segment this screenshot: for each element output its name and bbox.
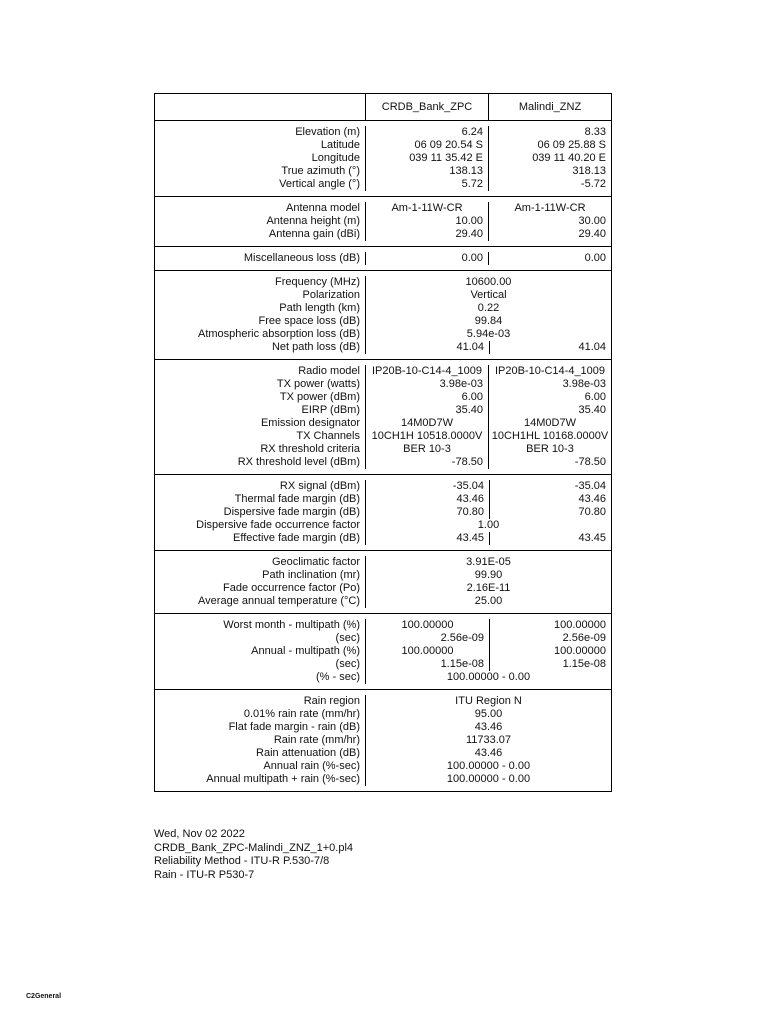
value-a: IP20B-10-C14-4_1009 <box>371 365 483 377</box>
section-radio <box>155 360 611 475</box>
rain-blank <box>489 695 611 786</box>
shared-value: 10600.00 <box>465 276 512 288</box>
climate-blank <box>489 556 611 608</box>
row-label: Geoclimatic factor <box>271 556 360 568</box>
header-blank <box>155 94 366 120</box>
value-a: 43.45 <box>456 532 484 544</box>
value-a: 138.13 <box>449 165 483 177</box>
row-label: Flat fade margin - rain (dB) <box>228 721 360 733</box>
value-b: 41.04 <box>578 341 606 353</box>
value-a: -78.50 <box>451 456 483 468</box>
shared-value: 95.00 <box>474 708 503 720</box>
value-a: BER 10-3 <box>403 443 451 455</box>
shared-value: ITU Region N <box>455 695 522 707</box>
fade-labels <box>155 480 366 545</box>
row-label: Free space loss (dB) <box>258 315 360 327</box>
antenna-labels <box>155 202 366 241</box>
value-b: 0.00 <box>584 252 606 264</box>
footer-reliability-method: Reliability Method - ITU-R P.530-7/8 <box>154 855 330 867</box>
value-b: -35.04 <box>574 480 606 492</box>
value-b: 14M0D7W <box>524 417 576 429</box>
row-label: Polarization <box>302 289 360 301</box>
shared-value: 100.00000 - 0.00 <box>446 671 531 683</box>
shared-value: 5.94e-03 <box>466 328 511 340</box>
radio-site-a <box>366 365 489 469</box>
section-path <box>155 271 611 360</box>
spacer <box>489 519 611 532</box>
value-a: 6.24 <box>461 126 483 138</box>
antenna-site-a <box>366 202 489 241</box>
path-labels <box>155 276 366 354</box>
value-a: 70.80 <box>456 506 484 518</box>
value-a: 06 09 20.54 S <box>414 139 483 151</box>
fade-site-a <box>366 480 500 545</box>
value-a: 43.46 <box>456 493 484 505</box>
shared-value: 11733.07 <box>465 734 512 746</box>
value-b: 039 11 40.20 E <box>532 152 606 164</box>
row-label: Annual rain (%-sec) <box>263 760 360 772</box>
value-a: 5.72 <box>461 178 483 190</box>
row-label: True azimuth (°) <box>281 165 360 177</box>
climate-values <box>366 556 511 608</box>
section-multipath <box>155 614 611 690</box>
row-label: Rain rate (mm/hr) <box>273 734 360 746</box>
value-b: 70.80 <box>578 506 606 518</box>
section-antenna <box>155 197 611 247</box>
value-a: 41.04 <box>456 341 484 353</box>
path-site-b <box>489 276 611 354</box>
row-label: (% - sec) <box>316 671 360 683</box>
value-a: 039 11 35.42 E <box>409 152 483 164</box>
value-b: 2.56e-09 <box>562 632 606 644</box>
shared-value: 100.00000 - 0.00 <box>446 760 531 772</box>
footer-rain-method: Rain - ITU-R P530-7 <box>154 868 255 881</box>
row-label: Antenna model <box>286 202 360 214</box>
value-a: -35.04 <box>452 480 484 492</box>
misc-site-a <box>366 252 489 265</box>
link-budget-table <box>154 93 612 792</box>
section-geo <box>155 121 611 197</box>
value-b: 318.13 <box>572 165 606 177</box>
shared-value: 99.90 <box>474 569 503 581</box>
value-a: 10CH1H 10518.0000V <box>371 430 483 442</box>
row-label: Miscellaneous loss (dB) <box>243 252 360 264</box>
climate-labels <box>155 556 366 608</box>
geo-site-a <box>366 126 489 191</box>
shared-value: 99.84 <box>474 315 503 327</box>
multipath-site-a <box>366 619 531 684</box>
row-label: 0.01% rain rate (mm/hr) <box>243 708 360 720</box>
value-b: 100.00000 <box>554 619 606 631</box>
row-label: Worst month - multipath (%) <box>223 619 360 631</box>
value-a: 1.15e-08 <box>440 658 484 670</box>
spacer <box>489 671 611 684</box>
value-b: 1.15e-08 <box>562 658 606 670</box>
value-a: 100.00000 <box>401 619 454 631</box>
antenna-site-b <box>489 202 611 241</box>
multipath-labels <box>155 619 366 684</box>
row-label: (sec) <box>335 632 360 644</box>
value-b: Am-1-11W-CR <box>514 202 586 214</box>
row-label: Antenna height (m) <box>266 215 360 227</box>
geo-labels <box>155 126 366 191</box>
footer-date: Wed, Nov 02 2022 <box>154 828 245 840</box>
row-label: Annual - multipath (%) <box>251 645 360 657</box>
shared-value: 1.00 <box>477 519 500 531</box>
row-label: Latitude <box>320 139 360 151</box>
row-label: RX threshold level (dBm) <box>237 456 360 468</box>
row-label: Path length (km) <box>279 302 360 314</box>
value-b: 6.00 <box>584 391 606 403</box>
value-a: Am-1-11W-CR <box>391 202 463 214</box>
value-b: 29.40 <box>578 228 606 240</box>
value-a: 10.00 <box>455 215 483 227</box>
section-misc <box>155 247 611 271</box>
value-a: 3.98e-03 <box>439 378 483 390</box>
multipath-site-b <box>489 619 611 684</box>
row-label: Dispersive fade occurrence factor <box>196 519 360 531</box>
row-label: TX power (dBm) <box>279 391 360 403</box>
row-label: Antenna gain (dBi) <box>268 228 360 240</box>
value-b: -5.72 <box>580 178 606 190</box>
shared-value: 25.00 <box>474 595 503 607</box>
footer-filename: CRDB_Bank_ZPC-Malindi_ZNZ_1+0.pl4 <box>154 841 353 854</box>
path-site-a <box>366 276 512 354</box>
shared-value: 100.00000 - 0.00 <box>446 773 531 785</box>
radio-site-b <box>489 365 611 469</box>
value-b: 8.33 <box>584 126 606 138</box>
value-a: 35.40 <box>455 404 483 416</box>
value-a: 29.40 <box>455 228 483 240</box>
site-a-header: CRDB_Bank_ZPC <box>366 94 489 120</box>
section-fade <box>155 475 611 551</box>
site-b-header: Malindi_ZNZ <box>518 101 582 113</box>
row-label: Radio model <box>298 365 360 377</box>
value-b: 35.40 <box>578 404 606 416</box>
value-a: 6.00 <box>461 391 483 403</box>
row-label: RX signal (dBm) <box>279 480 360 492</box>
classification-label: C2General <box>26 993 62 1000</box>
rain-labels <box>155 695 366 786</box>
table-header <box>155 94 611 121</box>
shared-value: 2.16E-11 <box>466 582 511 594</box>
row-label: RX threshold criteria <box>260 443 360 455</box>
radio-labels <box>155 365 366 469</box>
row-label: (sec) <box>335 658 360 670</box>
row-label: EIRP (dBm) <box>301 404 360 416</box>
row-label: Longitude <box>311 152 360 164</box>
value-b: 43.46 <box>578 493 606 505</box>
misc-labels <box>155 252 366 265</box>
shared-value: 3.91E-05 <box>466 556 511 568</box>
row-label: Rain region <box>303 695 360 707</box>
value-a: 100.00000 <box>401 645 454 657</box>
row-label: Net path loss (dB) <box>271 341 360 353</box>
row-label: Vertical angle (°) <box>279 178 360 190</box>
shared-value: 43.46 <box>474 747 503 759</box>
value-b: 100.00000 <box>554 645 606 657</box>
value-b: IP20B-10-C14-4_1009 <box>494 365 606 377</box>
value-b: 3.98e-03 <box>562 378 606 390</box>
row-label: Rain attenuation (dB) <box>256 747 360 759</box>
geo-site-b <box>489 126 611 191</box>
spacer <box>489 276 611 341</box>
row-label: Path inclination (mr) <box>262 569 360 581</box>
value-b: BER 10-3 <box>526 443 574 455</box>
row-label: Frequency (MHz) <box>275 276 360 288</box>
value-a: 0.00 <box>461 252 483 264</box>
rain-values <box>366 695 531 786</box>
value-a: 14M0D7W <box>401 417 453 429</box>
value-b: 10CH1HL 10168.0000V <box>491 430 609 442</box>
value-b: 06 09 25.88 S <box>537 139 606 151</box>
misc-site-b <box>489 252 611 265</box>
value-b: 30.00 <box>578 215 606 227</box>
shared-value: 43.46 <box>474 721 503 733</box>
section-climate <box>155 551 611 614</box>
row-label: Fade occurrence factor (Po) <box>223 582 360 594</box>
fade-site-b <box>489 480 611 545</box>
row-label: TX Channels <box>296 430 360 442</box>
report-footer <box>154 828 353 882</box>
row-label: Atmospheric absorption loss (dB) <box>197 328 360 340</box>
row-label: Elevation (m) <box>295 126 360 138</box>
row-label: TX power (watts) <box>276 378 360 390</box>
row-label: Thermal fade margin (dB) <box>234 493 360 505</box>
value-a: 2.56e-09 <box>440 632 484 644</box>
row-label: Emission designator <box>260 417 360 429</box>
value-b: 43.45 <box>578 532 606 544</box>
row-label: Dispersive fade margin (dB) <box>223 506 360 518</box>
value-b: -78.50 <box>574 456 606 468</box>
shared-value: Vertical <box>470 289 507 301</box>
section-rain <box>155 690 611 791</box>
row-label: Average annual temperature (°C) <box>198 595 360 607</box>
shared-value: 0.22 <box>477 302 500 314</box>
row-label: Effective fade margin (dB) <box>233 532 360 544</box>
row-label: Annual multipath + rain (%-sec) <box>206 773 360 785</box>
